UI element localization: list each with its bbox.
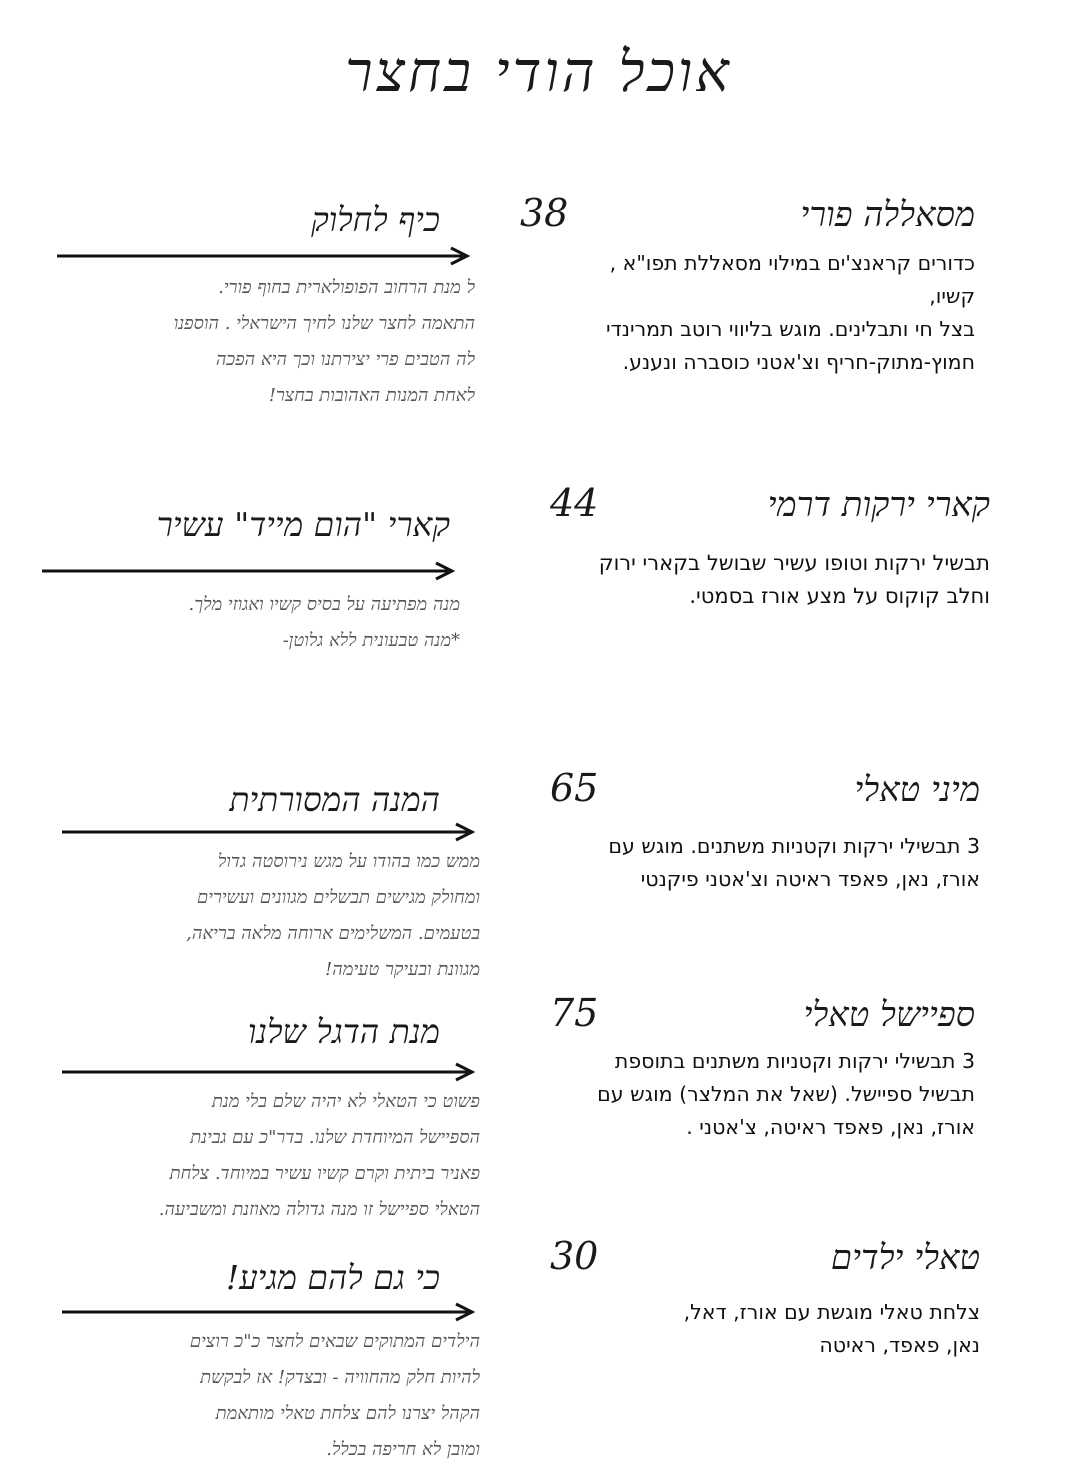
- note-line: הספיישל המיוחדת שלנו. בדר"כ עם גבינת: [190, 1127, 480, 1148]
- note-line: בטעמים. המשלימים ארוחה מלאה בריאה,: [186, 923, 480, 944]
- dish-description-line: כדורים קראנצ'ים במילוי מסאללת תפו"א ,: [609, 251, 975, 275]
- note-title: המנה המסורתית: [229, 780, 440, 819]
- dish-description: [495, 547, 990, 613]
- dish-name: טאלי ילדים: [830, 1238, 980, 1278]
- arrow-right-icon: [40, 561, 460, 581]
- menu-title: אוכל הודי בחצר: [345, 40, 732, 105]
- note-line: פאניר ביתית וקרם קשיו עשיר במיוחד. צלחת: [169, 1163, 480, 1184]
- dish-description: [500, 830, 980, 896]
- note-line: ומחולק מגישים תבשלים מגוונים ועשירים: [197, 887, 480, 908]
- dish-description-line: חמוץ-מתוק-חריף וצ'אטני כוסברה ונענע.: [622, 350, 975, 374]
- note-line: לאחת המנות האהובות בחצר!: [268, 385, 475, 406]
- note-text: [60, 1324, 480, 1468]
- note-title: כי גם להם מגיע!: [225, 1258, 440, 1297]
- note-line: מגוונת ובעיקר טעימה!: [325, 959, 480, 980]
- dish-description-line: צלחת טאלי מוגשת עם אורז, דאל,: [683, 1300, 980, 1324]
- note-line: להיות חלק מהחוויה - ובצדק! אז לבקשת: [200, 1367, 480, 1388]
- arrow-right-icon: [60, 1302, 480, 1322]
- dish-description-line: אורז, נאן, פאפד ראיטה, צ'אטני .: [686, 1115, 975, 1139]
- note-line: *מנה טבעונית ללא גלוטן-: [282, 630, 460, 651]
- dish-price: 75: [550, 991, 599, 1035]
- dish-name: קארי ירקות דרמי: [767, 485, 990, 525]
- dish-price: 44: [550, 481, 599, 525]
- dish-price: 38: [520, 191, 569, 235]
- dish-name: ספיישל טאלי: [803, 995, 975, 1035]
- note-text: [60, 844, 480, 988]
- note-line: התאמה לחצר שלנו לחיך הישראלי . הוספנו: [173, 313, 475, 334]
- dish-price: 65: [550, 766, 599, 810]
- dish-description-line: אורז, נאן, פאפד ראיטה וצ'אטני פיקנטי: [640, 867, 980, 891]
- note-line: הילדים המתוקים שבאים לחצר כ"כ רוצים: [189, 1331, 480, 1352]
- note-line: ממש כמו בהודו על מגש נירוסטה גדול: [217, 851, 480, 872]
- dish-description: [500, 1296, 980, 1362]
- note-text: [40, 1084, 480, 1228]
- dish-price: 30: [550, 1234, 599, 1278]
- dish-description-line: קשיו,: [929, 284, 975, 308]
- note-line: הקהל יצרנו להם צלחת טאלי מותאמת: [215, 1403, 480, 1424]
- dish-description-line: נאן, פאפד, ראיטה: [819, 1333, 980, 1357]
- arrow-right-icon: [60, 1062, 480, 1082]
- note-line: הטאלי ספיישל זו מנה גדולה מאוזנת ומשביעה.: [158, 1199, 480, 1220]
- note-line: לה הטבים פרי יצירתנו וכך היא הפכה: [215, 349, 475, 370]
- note-text: [55, 270, 475, 414]
- dish-name: מיני טאלי: [854, 770, 980, 810]
- note-line: מנה מפתיעה על בסיס קשיו ואגוזי מלך.: [188, 594, 460, 615]
- dish-name: מסאללה פורי: [800, 195, 975, 235]
- dish-description-line: בצל חי ותבלינים. מוגש בליווי רוטב תמרינדי: [606, 317, 975, 341]
- arrow-right-icon: [55, 246, 475, 266]
- dish-description: [505, 1045, 975, 1144]
- note-text: [40, 587, 460, 659]
- note-line: ל מנת הרחוב הפופולארית בחוף פורי.: [218, 277, 475, 298]
- note-title: כיף לחלוק: [311, 200, 440, 239]
- dish-description-line: 3 תבשילי ירקות וקטניות משתנים. מוגש עם: [608, 834, 980, 858]
- dish-description-line: תבשיל ירקות וטופו עשיר שבושל בקארי ירוק: [598, 551, 990, 575]
- note-title: קארי "הום מייד" עשיר: [156, 505, 450, 544]
- arrow-right-icon: [60, 822, 480, 842]
- dish-description-line: תבשיל ספיישל. (שאל את המלצר) מוגש עם: [597, 1082, 975, 1106]
- note-line: פשוט כי הטאלי לא יהיה שלם בלי מנת: [211, 1091, 480, 1112]
- dish-description: [500, 247, 975, 379]
- dish-description-line: 3 תבשילי ירקות וקטניות משתנים בתוספת: [614, 1049, 975, 1073]
- dish-description-line: וחלב קוקוס על מצע אורז בסמטי.: [689, 584, 990, 608]
- note-title: מנת הדגל שלנו: [247, 1012, 440, 1051]
- note-line: ומובן לא חריפה בכלל.: [326, 1439, 480, 1460]
